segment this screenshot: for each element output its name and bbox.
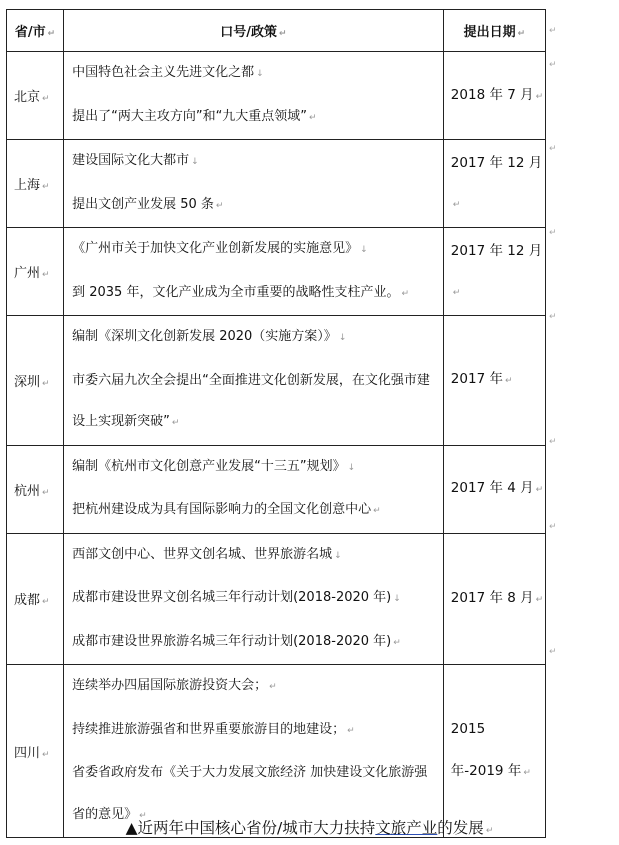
policy-line (72, 96, 443, 140)
date-value: 2017 年 (450, 371, 503, 388)
province-cell (7, 445, 64, 533)
paragraph-mark: ↵ (269, 682, 277, 692)
paragraph-mark: ↵ (517, 29, 526, 39)
policy-text: 持续推进旅游强省和世界重要旅游目的地建设； (72, 721, 346, 737)
row-end-mark: ↵ (549, 522, 557, 532)
date-cell (443, 228, 545, 316)
province-name: 成都 (14, 593, 41, 609)
table-row (7, 533, 546, 665)
paragraph-mark: ↵ (373, 506, 381, 516)
paragraph-mark: ↵ (42, 597, 50, 608)
paragraph-mark: ↵ (42, 94, 50, 104)
policy-cell (64, 52, 444, 140)
table-row (7, 228, 546, 316)
province-name: 上海 (14, 178, 41, 193)
header-policy (64, 10, 444, 52)
paragraph-mark: ↵ (42, 270, 50, 280)
date-value: 2017 年 12 月 (450, 154, 543, 171)
policy-line (72, 272, 443, 316)
policy-cell (64, 316, 444, 446)
paragraph-mark: ↵ (139, 810, 147, 821)
policy-line (72, 665, 443, 709)
caption-underlined-term: 文旅产业 (375, 819, 438, 837)
policy-text: 西部文创中心、世界文创名城、世界旅游名城 (72, 546, 333, 562)
date-cell (443, 533, 545, 665)
policy-table (6, 9, 546, 838)
date-value: 2017 年 12 月 (450, 242, 543, 259)
date-cell (443, 665, 545, 838)
paragraph-mark: ↵ (535, 91, 544, 102)
table-header-row (7, 10, 546, 52)
caption-suffix: 的发展 (437, 819, 484, 837)
row-end-mark: ↵ (549, 647, 557, 657)
paragraph-mark: ↵ (347, 725, 355, 736)
table-row (7, 52, 546, 140)
paragraph-mark: ↵ (401, 288, 409, 299)
policy-text: 建设国际文化大都市 (72, 153, 190, 168)
table-row (7, 140, 546, 228)
line-break-mark: ↓ (334, 550, 342, 561)
date-cell (443, 140, 545, 228)
policy-text: 连续举办四届国际旅游投资大会； (72, 678, 268, 693)
policy-cell (64, 140, 444, 228)
paragraph-mark: ↵ (47, 29, 56, 39)
province-name: 广州 (14, 266, 41, 281)
paragraph-mark: ↵ (42, 378, 50, 389)
row-end-mark: ↵ (549, 312, 557, 322)
province-name: 杭州 (14, 483, 41, 499)
paragraph-mark: ↵ (42, 182, 50, 192)
province-cell (7, 52, 64, 140)
province-cell (7, 228, 64, 316)
policy-text: 提出文创产业发展 50 条 (72, 196, 214, 212)
policy-text: 《广州市关于加快文化产业创新发展的实施意见》 (72, 241, 359, 256)
policy-line (72, 621, 443, 665)
paragraph-mark: ↵ (42, 487, 50, 498)
policy-cell (64, 665, 444, 838)
line-break-mark: ↓ (256, 69, 264, 79)
province-cell (7, 140, 64, 228)
policy-line (72, 140, 443, 184)
policy-line (72, 316, 443, 360)
province-cell (7, 316, 64, 446)
policy-text: 成都市建设世界文创名城三年行动计划(2018-2020 年) (72, 590, 392, 605)
paragraph-mark: ↵ (215, 200, 224, 211)
policy-cell (64, 445, 444, 533)
date-value: 2018 年 7 月 (450, 86, 534, 103)
province-cell (7, 533, 64, 665)
policy-text: 编制《杭州市文化创意产业发展“十三五”规划》 (72, 458, 346, 474)
paragraph-mark: ↵ (523, 768, 531, 778)
paragraph-mark: ↵ (42, 749, 50, 760)
date-cell (443, 316, 545, 446)
province-name: 北京 (14, 90, 41, 105)
row-end-mark: ↵ (549, 228, 557, 238)
table-caption (0, 816, 619, 838)
header-date (443, 10, 545, 52)
paragraph-mark: ↵ (309, 112, 317, 123)
row-end-mark: ↵ (549, 26, 557, 36)
policy-line (72, 184, 443, 228)
row-end-mark: ↵ (549, 60, 557, 70)
policy-text: 市委六届九次全会提出“全面推进文化创新发展，在文化强市建设上实现新突破” (72, 372, 430, 429)
header-province (7, 10, 64, 52)
paragraph-mark: ↵ (452, 287, 461, 298)
date-cell (443, 52, 545, 140)
policy-text: 编制《深圳文化创新发展 2020（实施方案）》 (72, 329, 337, 344)
policy-text: 省委省政府发布《关于大力发展文旅经济 加快建设文化旅游强省的意见》 (72, 765, 428, 822)
date-value: 2017 年 4 月 (450, 480, 534, 496)
policy-text: 到 2035 年，文化产业成为全市重要的战略性支柱产业。 (72, 284, 400, 300)
table-row (7, 316, 546, 446)
line-break-mark: ↓ (338, 333, 347, 343)
policy-line (72, 577, 443, 621)
policy-text: 提出了“两大主攻方向”和“九大重点领域” (72, 108, 308, 124)
province-cell (7, 665, 64, 838)
province-name: 四川 (14, 745, 41, 761)
paragraph-mark: ↵ (171, 418, 180, 428)
header-province-label: 省/市 (14, 25, 46, 40)
row-end-mark: ↵ (549, 144, 557, 154)
line-break-mark: ↓ (347, 462, 356, 473)
policy-line (72, 709, 443, 753)
paragraph-mark: ↵ (535, 485, 544, 495)
policy-text: 成都市建设世界旅游名城三年行动计划(2018-2020 年) (72, 633, 392, 649)
row-end-mark: ↵ (549, 437, 557, 447)
header-date-label: 提出日期 (463, 25, 516, 40)
line-break-mark: ↓ (393, 594, 401, 604)
policy-cell (64, 533, 444, 665)
line-break-mark: ↓ (191, 157, 199, 167)
paragraph-mark: ↵ (279, 29, 287, 39)
paragraph-mark: ↵ (452, 199, 461, 210)
date-value: 2015 年-2019 年 (450, 721, 522, 779)
policy-line (72, 534, 443, 578)
policy-line (72, 52, 443, 96)
policy-cell (64, 228, 444, 316)
paragraph-mark: ↵ (485, 826, 494, 836)
province-name: 深圳 (14, 374, 41, 390)
header-policy-label: 口号/政策 (220, 25, 278, 40)
table-row (7, 665, 546, 838)
paragraph-mark: ↵ (535, 594, 544, 605)
date-cell (443, 445, 545, 533)
caption-prefix: ▲近两年中国核心省份/城市大力扶持 (125, 819, 376, 837)
policy-text: 把杭州建设成为具有国际影响力的全国文化创意中心 (72, 502, 372, 517)
policy-line (72, 360, 440, 445)
paragraph-mark: ↵ (504, 376, 513, 387)
policy-line (72, 489, 443, 533)
line-break-mark: ↓ (360, 245, 368, 255)
policy-line (72, 228, 443, 272)
policy-text: 中国特色社会主义先进文化之都 (72, 65, 255, 80)
policy-line (72, 446, 443, 490)
date-value: 2017 年 8 月 (450, 589, 534, 606)
table-row (7, 445, 546, 533)
paragraph-mark: ↵ (393, 637, 401, 648)
